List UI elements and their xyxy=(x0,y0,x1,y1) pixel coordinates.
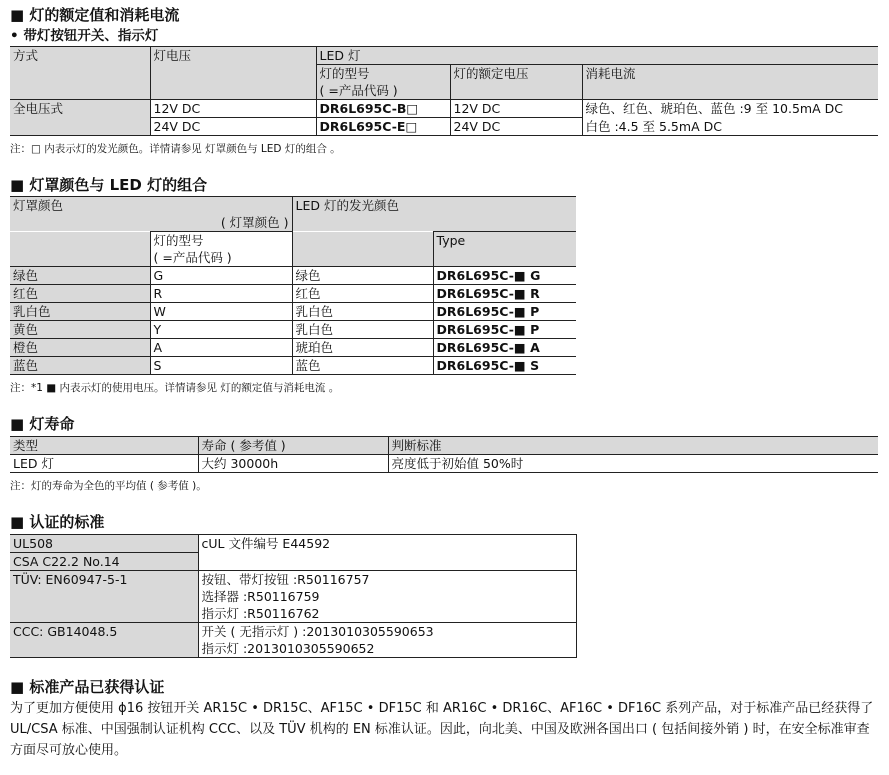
cell-type: DR6L695C-■ A xyxy=(433,339,576,357)
cell-cover: 绿色 xyxy=(10,267,150,285)
ccc-line: 指示灯 :2013010305590652 xyxy=(201,641,375,656)
header-criteria: 判断标准 xyxy=(388,437,878,455)
header-current: 消耗电流 xyxy=(582,65,878,100)
cell-voltage: 12V DC xyxy=(150,100,316,118)
cell-type: LED 灯 xyxy=(10,455,198,473)
section-title-certifications: ■ 认证的标准 xyxy=(10,513,105,531)
cell-code: Y xyxy=(150,321,292,339)
cell-code: S xyxy=(150,357,292,375)
header-rated-voltage: 灯的额定电压 xyxy=(450,65,582,100)
header-led-color: LED 灯的发光颜色 xyxy=(292,197,576,232)
cell-code: R xyxy=(150,285,292,303)
tuv-line: 指示灯 :R50116762 xyxy=(201,606,320,621)
cell-cover: 乳白色 xyxy=(10,303,150,321)
cell-led: 乳白色 xyxy=(292,321,433,339)
cell-method: 全电压式 xyxy=(10,100,150,136)
cell-type: DR6L695C-■ G xyxy=(433,267,576,285)
note-cover-led: 注：*1 ■ 内表示灯的使用电压。详情请参见 灯的额定值与消耗电流 。 xyxy=(10,382,340,394)
header-type: 类型 xyxy=(10,437,198,455)
cell-model: DR6L695C-E□ xyxy=(316,118,450,136)
header-led-lamp: LED 灯 xyxy=(316,47,878,65)
cell-led: 琥珀色 xyxy=(292,339,433,357)
header-lamp-voltage: 灯电压 xyxy=(150,47,316,100)
cell-ccc-lines xyxy=(198,623,576,658)
lamp-life-table xyxy=(10,436,878,473)
cell-tuv-lines xyxy=(198,571,576,623)
cell-type: DR6L695C-■ R xyxy=(433,285,576,303)
rated-values-table xyxy=(10,46,878,136)
cell-cover: 黄色 xyxy=(10,321,150,339)
cell-cover: 红色 xyxy=(10,285,150,303)
header-lamp-model-line2: ( =产品代码 ) xyxy=(153,250,232,265)
cell-led: 绿色 xyxy=(292,267,433,285)
cell-type: DR6L695C-■ P xyxy=(433,321,576,339)
header-cover-color-sub: ( 灯罩颜色 ) xyxy=(220,215,289,230)
cell-led: 红色 xyxy=(292,285,433,303)
certification-paragraph: 为了更加方便使用 ϕ16 按钮开关 AR15C • DR15C、AF15C • DF15C 和 AR16C • DR16C、AF16C • DF16C 系列产品，对于标准产品已经获得了 UL/CSA 标准、中国强制认证机构 CCC、以及 TÜV 机构的 EN 标准认证。因此，向北美、中国及欧洲各国出口 ( 包括间接外销 ) 时，在安全标准审查方面尽可放心使用。 xyxy=(10,701,874,758)
cell-ccc: CCC: GB14048.5 xyxy=(10,623,198,658)
tuv-line: 选择器 :R50116759 xyxy=(201,589,320,604)
section-subtitle-lamp-switches: • 带灯按钮开关、指示灯 xyxy=(10,28,159,44)
cell-cover: 橙色 xyxy=(10,339,150,357)
cell-type: DR6L695C-■ S xyxy=(433,357,576,375)
cell-code: A xyxy=(150,339,292,357)
section-title-lamp-life: ■ 灯寿命 xyxy=(10,415,75,433)
header-cover-color-label: 灯罩颜色 xyxy=(13,198,64,213)
cell-criteria: 亮度低于初始值 50%时 xyxy=(388,455,878,473)
certification-table xyxy=(10,534,577,658)
header-cover-color xyxy=(10,197,292,232)
header-lamp-model xyxy=(316,65,450,100)
cell-code: G xyxy=(150,267,292,285)
ccc-line: 开关 ( 无指示灯 ) :2013010305590653 xyxy=(201,624,434,639)
cell-life: 大约 30000h xyxy=(198,455,388,473)
cell-code: W xyxy=(150,303,292,321)
header-lamp-model-line1: 灯的型号 xyxy=(153,233,204,248)
cell-cul: cUL 文件编号 E44592 xyxy=(198,535,576,571)
section-title-standard-products: ■ 标准产品已获得认证 xyxy=(10,678,165,696)
section-title-cover-led: ■ 灯罩颜色与 LED 灯的组合 xyxy=(10,176,208,194)
header-lamp-model-line2: ( =产品代码 ) xyxy=(319,83,398,98)
cell-current: 绿色、红色、琥珀色、蓝色 :9 至 10.5mA DC xyxy=(585,101,843,116)
cell-rated: 24V DC xyxy=(450,118,582,136)
cell-type: DR6L695C-■ P xyxy=(433,303,576,321)
cell-ul: UL508 xyxy=(10,535,198,553)
cell-model: DR6L695C-B□ xyxy=(316,100,450,118)
cell-rated: 12V DC xyxy=(450,100,582,118)
cell-voltage: 24V DC xyxy=(150,118,316,136)
header-life: 寿命 ( 参考值 ) xyxy=(198,437,388,455)
tuv-line: 按钮、带灯按钮 :R50116757 xyxy=(201,572,370,587)
note-rated-values: 注：□ 内表示灯的发光颜色。详情请参见 灯罩颜色与 LED 灯的组合 。 xyxy=(10,143,341,155)
cell-led: 蓝色 xyxy=(292,357,433,375)
section-title-rated-values: ■ 灯的额定值和消耗电流 xyxy=(10,6,180,24)
header-blank xyxy=(10,232,150,267)
cell-csa: CSA C22.2 No.14 xyxy=(10,553,198,571)
header-lamp-model xyxy=(150,232,292,267)
cell-current: 白色 :4.5 至 5.5mA DC xyxy=(582,118,878,136)
header-blank xyxy=(292,232,433,267)
header-method: 方式 xyxy=(10,47,150,100)
header-type: Type xyxy=(433,232,576,267)
cover-led-table xyxy=(10,196,576,375)
cell-cover: 蓝色 xyxy=(10,357,150,375)
cell-tuv: TÜV: EN60947-5-1 xyxy=(10,571,198,623)
note-lamp-life: 注：灯的寿命为全色的平均值 ( 参考值 )。 xyxy=(10,480,207,492)
header-lamp-model-line1: 灯的型号 xyxy=(319,66,370,81)
cell-led: 乳白色 xyxy=(292,303,433,321)
